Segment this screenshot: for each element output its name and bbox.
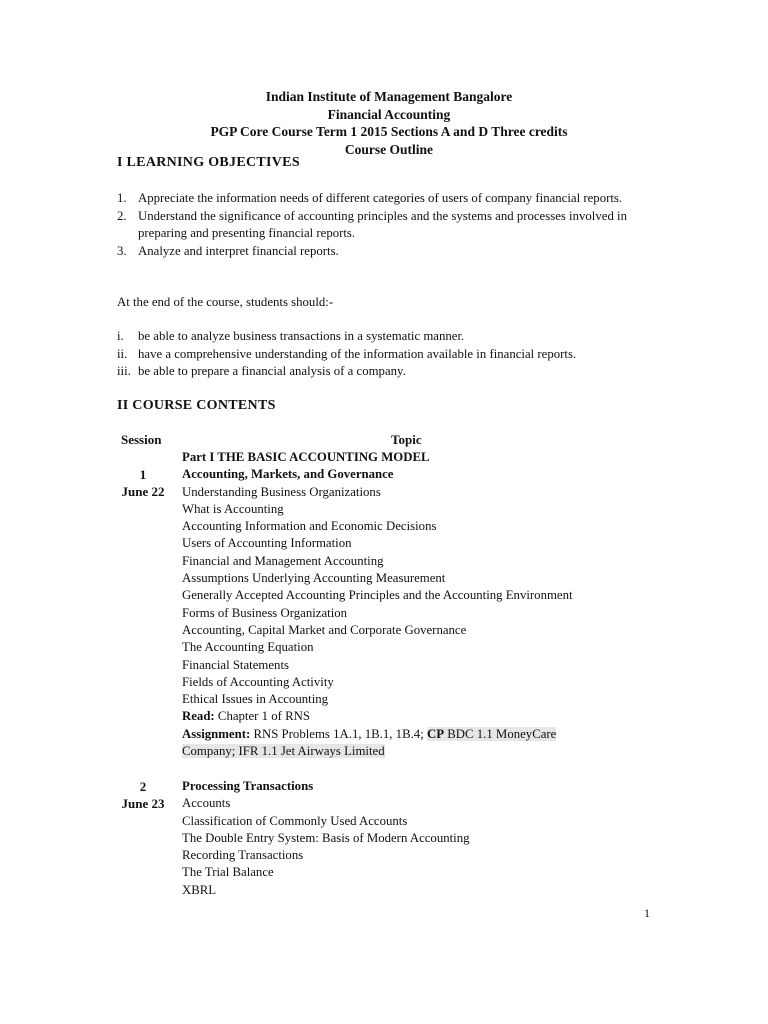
assignment-line: Assignment: RNS Problems 1A.1, 1B.1, 1B.4; CP BDC 1.1 MoneyCare <box>182 726 557 741</box>
section-heading-contents: II COURSE CONTENTS <box>117 398 276 413</box>
session-2-topics <box>182 778 642 899</box>
list-item: Classification of Commonly Used Accounts <box>182 813 408 828</box>
list-item: What is Accounting <box>182 501 284 516</box>
section-heading-objectives: I LEARNING OBJECTIVES <box>117 155 300 170</box>
list-item: 2. Understand the significance of accounting principles and the systems and processes involved in preparing and presenting financial reports. <box>117 208 627 240</box>
list-item: Fields of Accounting Activity <box>182 674 334 689</box>
list-item: Ethical Issues in Accounting <box>182 692 329 707</box>
list-item: Financial and Management Accounting <box>182 553 384 568</box>
session-2-label <box>117 778 169 813</box>
outcomes-intro: At the end of the course, students should:- <box>117 295 334 309</box>
list-item: The Accounting Equation <box>182 640 314 655</box>
session-title: Processing Transactions <box>182 779 314 793</box>
list-item: Generally Accepted Accounting Principles and the Accounting Environment <box>182 588 573 603</box>
list-item: Users of Accounting Information <box>182 536 352 551</box>
session-number: 2 <box>139 779 147 794</box>
reading-line: Read: Chapter 1 of RNS <box>182 709 310 724</box>
session-1-label <box>117 466 169 501</box>
session-date: June 23 <box>121 796 165 812</box>
list-item: Assumptions Underlying Accounting Measurement <box>182 571 446 586</box>
list-item: Understanding Business Organizations <box>182 484 381 499</box>
list-item: Recording Transactions <box>182 848 304 863</box>
objectives-list <box>117 190 647 260</box>
list-item: 3. Analyze and interpret financial reports. <box>117 243 339 258</box>
institute-name: Indian Institute of Management Bangalore <box>265 89 513 104</box>
list-item: The Trial Balance <box>182 865 274 880</box>
list-item: Accounts <box>182 796 231 811</box>
list-item: Financial Statements <box>182 657 289 672</box>
course-name: Financial Accounting <box>327 106 451 122</box>
list-item: i. be able to analyze business transactions in a systematic manner. <box>117 329 465 343</box>
list-item: The Double Entry System: Basis of Modern Accounting <box>182 830 470 845</box>
list-item: XBRL <box>182 882 217 897</box>
part-heading: Part I THE BASIC ACCOUNTING MODEL <box>182 450 430 464</box>
column-header-topic: Topic <box>391 432 422 447</box>
document-title: Course Outline <box>344 141 434 157</box>
session-title: Accounting, Markets, and Governance <box>182 467 394 482</box>
list-item: iii. be able to prepare a financial analysis of a company. <box>117 364 406 378</box>
list-item: Forms of Business Organization <box>182 605 348 620</box>
list-item: Accounting Information and Economic Decisions <box>182 519 437 534</box>
course-term: PGP Core Course Term 1 2015 Sections A and D Three credits <box>210 124 568 139</box>
session-1-topics <box>182 449 642 760</box>
list-item: Accounting, Capital Market and Corporate Governance <box>182 622 467 637</box>
outcomes-list <box>117 328 647 381</box>
session-date: June 22 <box>121 484 165 500</box>
column-header-session: Session <box>121 432 162 447</box>
page-number: 1 <box>644 906 650 920</box>
session-number: 1 <box>139 467 147 482</box>
list-item: ii. have a comprehensive understanding of the information available in financial reports. <box>117 346 577 361</box>
document-header <box>0 88 768 158</box>
list-item: 1. Appreciate the information needs of different categories of users of company financial reports. <box>117 191 623 205</box>
assignment-line-continued: Company; IFR 1.1 Jet Airways Limited <box>182 744 385 759</box>
